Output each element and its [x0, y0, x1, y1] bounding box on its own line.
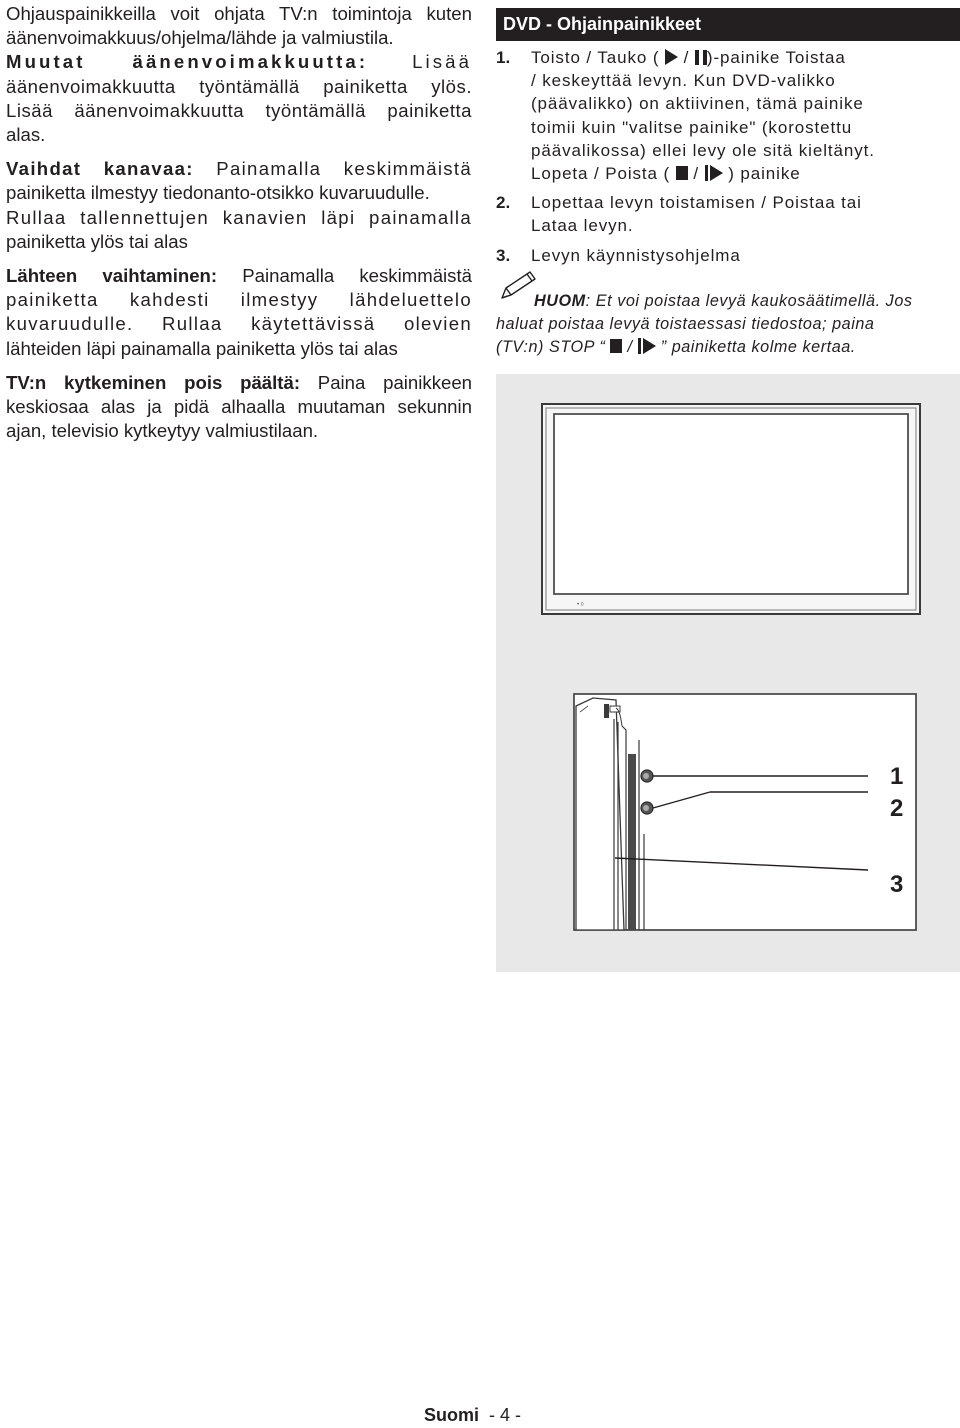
source-line-1-rest: Painamalla keskimmäistä	[242, 265, 472, 287]
standby-line-3: ajan, televisio kytkeytyy valmiustilaan.	[6, 420, 319, 442]
standby-line-1-rest: Paina painikkeen	[317, 371, 473, 393]
side-slot	[604, 704, 609, 718]
dvd-item-1-line-3: (päävalikko) on aktiivinen, tämä painike	[531, 94, 864, 114]
source-line-3: kuvaruudulle. Rullaa käytettävissä olevien	[6, 313, 472, 335]
volume-line-4: alas.	[6, 124, 46, 146]
volume-line-3: Lisää äänenvoimakkuutta työntämällä painiketta	[6, 99, 472, 121]
channel-line-4: painiketta ylös tai alas	[6, 230, 188, 252]
note-eject-bar-icon	[638, 338, 641, 354]
dvd-item-1-line-6	[531, 162, 916, 185]
standby-line-1	[6, 371, 472, 395]
tv-logo-mark: • ◊	[577, 602, 584, 608]
note-line-3-rest: ” painiketta kolme kertaa.	[660, 338, 856, 357]
channel-line-1-rest: Painamalla keskimmäistä	[216, 158, 473, 180]
volume-heading: Muutat äänenvoimakkuutta:	[6, 51, 369, 73]
note-block	[496, 290, 960, 360]
dvd-item-1-stop-suffix: ) painike	[728, 164, 801, 184]
dvd-item-1-stop-label: Lopeta / Poista (	[531, 164, 671, 184]
tv-side-panel	[576, 698, 624, 930]
channel-line-3: Rullaa tallennettujen kanavien läpi painamalla	[6, 206, 472, 228]
tv-illustration	[496, 374, 960, 972]
dvd-item-1-text-b: )-painike Toistaa	[706, 48, 846, 67]
footer-language: Suomi	[424, 1405, 480, 1425]
volume-line-1	[6, 50, 472, 74]
note-stop-icon	[610, 339, 622, 353]
figure-panel	[496, 374, 960, 972]
note-label: HUOM	[534, 292, 586, 310]
play-icon	[665, 49, 678, 65]
left-column	[6, 2, 472, 443]
standby-line-2: keskiosaa alas ja pidä alhaalla muutaman sekunnin	[6, 396, 472, 418]
dvd-item-3-number: 3.	[496, 246, 511, 265]
dvd-item-1-line-2: / keskeyttää levyn. Kun DVD-valikko	[531, 71, 836, 91]
dvd-section-title: DVD - Ohjainpainikkeet	[496, 8, 960, 41]
note-line-2: haluat poistaa levyä toistaessasi tiedostoa; paina	[496, 315, 875, 334]
eject-bar-icon	[705, 165, 708, 181]
dvd-item-2-line-1: Lopettaa levyn toistamisen / Poistaa tai	[531, 193, 862, 212]
note-line-3	[496, 336, 960, 359]
source-line-2: painiketta kahdesti ilmestyy lähdeluettelo	[6, 289, 472, 311]
intro-line-2: äänenvoimakkuus/ohjelma/lähde ja valmiustila.	[6, 27, 394, 49]
volume-line-1-rest: Lisää	[412, 51, 473, 73]
intro-line-1: Ohjauspainikkeilla voit ohjata TV:n toimintoja kuten	[6, 3, 472, 24]
dvd-item-1-line-1	[531, 46, 916, 69]
pause-icon	[695, 50, 707, 65]
dvd-item-1-stop-slash: /	[693, 164, 699, 184]
source-heading: Lähteen vaihtaminen:	[6, 265, 218, 287]
stop-icon	[676, 166, 688, 180]
note-line-1-rest: : Et voi poistaa levyä kaukosäätimellä. Jos	[585, 292, 913, 310]
callout-label-1: 1	[890, 763, 904, 790]
note-slash: /	[627, 338, 633, 357]
dvd-item-3	[496, 244, 916, 267]
dvd-item-1-text-a: Toisto / Tauko (	[531, 48, 660, 67]
note-line-1	[496, 290, 960, 313]
callout-label-3: 3	[890, 871, 904, 898]
dvd-item-1-line-4: toimii kuin "valitse painike" (korostettu	[531, 117, 853, 137]
dvd-item-3-line-1: Levyn käynnistysohjelma	[531, 246, 741, 265]
tv-screen	[554, 414, 908, 594]
dvd-item-2-number: 2.	[496, 193, 511, 212]
note-eject-play-icon	[643, 338, 656, 354]
right-column	[496, 0, 960, 972]
source-line-4: lähteiden läpi painamalla painiketta ylös tai alas	[6, 337, 398, 359]
dvd-item-2-line-2: Lataa levyn.	[531, 216, 634, 236]
dvd-item-1	[496, 46, 916, 185]
eject-play-icon	[710, 165, 723, 181]
channel-line-2: painiketta ilmestyy tiedonanto-otsikko kuvaruudulle.	[6, 182, 430, 204]
channel-line-1	[6, 157, 472, 181]
standby-heading: TV:n kytkeminen pois päältä:	[6, 371, 301, 393]
source-line-1	[6, 264, 472, 288]
channel-heading: Vaihdat kanavaa:	[6, 158, 194, 180]
note-stop-label: (TV:n) STOP “	[496, 338, 606, 357]
tv-side-grip	[628, 754, 636, 930]
page-footer	[424, 1405, 521, 1426]
dvd-item-1-number: 1.	[496, 48, 511, 67]
dvd-item-1-line-5: päävalikossa) ellei levy ole sitä kieltänyt.	[531, 140, 875, 160]
volume-line-2: äänenvoimakkuutta työntämällä painiketta ylös.	[6, 75, 472, 97]
footer-page-number: - 4 -	[489, 1405, 522, 1425]
dvd-item-2	[496, 191, 916, 237]
callout-label-2: 2	[890, 795, 904, 822]
dvd-item-1-slash: /	[683, 48, 690, 67]
